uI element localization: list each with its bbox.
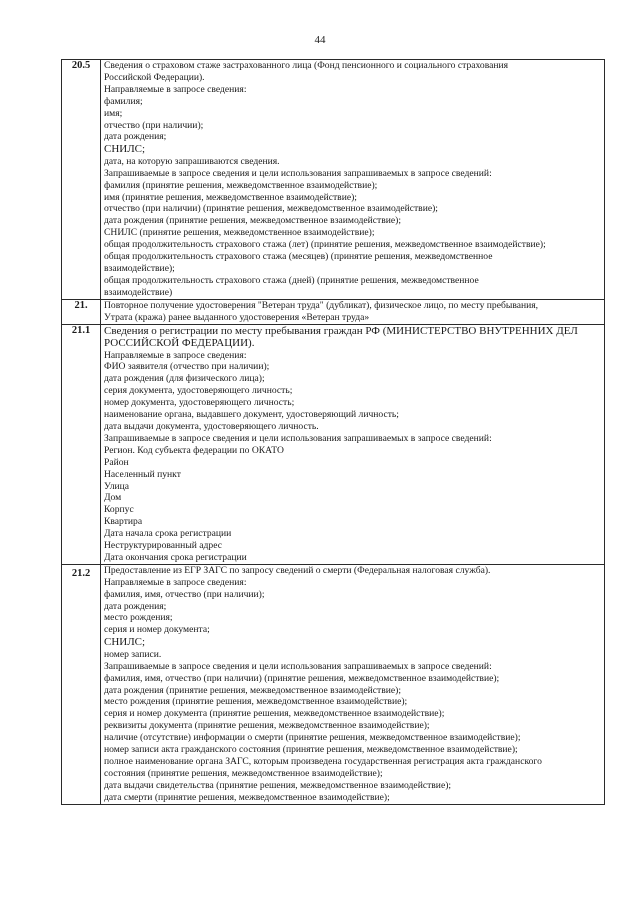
text-line: общая продолжительность страхового стажа (месяцев) (принятие решения, межведомственное <box>104 251 493 263</box>
text-line: дата выдачи свидетельства (принятие решения, межведомственное взаимодействие); <box>104 779 452 791</box>
text-line: СНИЛС (принятие решения, межведомственное взаимодействие); <box>104 227 375 239</box>
text-line: Направляемые в запросе сведения: <box>104 349 247 361</box>
row-number: 20.5 <box>62 60 101 300</box>
text-line: номер записи акта гражданского состояния (принятие решения, межведомственное взаимодействие); <box>104 744 518 756</box>
text-line: дата рождения; <box>104 600 167 612</box>
text-line: номер записи. <box>104 648 162 660</box>
text-line: дата рождения (принятие решения, межведомственное взаимодействие); <box>104 215 401 227</box>
text-line: реквизиты документа (принятие решения, межведомственное взаимодействие); <box>104 720 430 732</box>
table-row <box>62 324 605 564</box>
text-line: РОССИЙСКОЙ ФЕДЕРАЦИИ). <box>104 337 255 350</box>
text-line: место рождения; <box>104 612 173 624</box>
text-line: ФИО заявителя (отчество при наличии); <box>104 361 270 373</box>
text-line: номер документа, удостоверяющего личность; <box>104 397 295 409</box>
row-number: 21.1 <box>62 324 101 564</box>
text-line: Корпус <box>104 504 134 516</box>
text-line: место рождения (принятие решения, межведомственное взаимодействие); <box>104 696 408 708</box>
text-line: серия и номер документа (принятие решения, межведомственное взаимодействие); <box>104 708 445 720</box>
text-line: Дата окончания срока регистрации <box>104 551 247 563</box>
row-number: 21.2 <box>62 564 101 804</box>
text-line: Запрашиваемые в запросе сведения и цели использования запрашиваемых в запросе сведений: <box>104 167 492 179</box>
text-line: Регион. Код субъекта федерации по ОКАТО <box>104 444 284 456</box>
text-line: СНИЛС; <box>104 636 146 649</box>
text-line: состояния (принятие решения, межведомственное взаимодействие); <box>104 767 383 779</box>
text-line: имя (принятие решения, межведомственное взаимодействие); <box>104 191 357 203</box>
text-line: дата смерти (принятие решения, межведомственное взаимодействие); <box>104 791 390 803</box>
text-line: Сведения о страховом стаже застрахованного лица (Фонд пенсионного и социального страхования <box>104 60 509 71</box>
text-line: Район <box>104 456 129 468</box>
text-line: имя; <box>104 107 123 119</box>
text-line: наличие (отсутствие) информации о смерти (принятие решения, межведомственное взаимодействие); <box>104 732 521 744</box>
text-line: общая продолжительность страхового стажа (дней) (принятие решения, межведомственное <box>104 274 479 286</box>
page-number: 44 <box>314 34 326 46</box>
text-line: дата рождения (принятие решения, межведомственное взаимодействие); <box>104 684 401 696</box>
row-content <box>101 299 605 324</box>
text-line: дата рождения (для физического лица); <box>104 373 265 385</box>
table-row <box>62 60 605 300</box>
text-line: взаимодействие) <box>104 286 173 298</box>
row-content <box>101 60 605 300</box>
text-line: Направляемые в запросе сведения: <box>104 576 247 588</box>
text-line: дата, на которую запрашиваются сведения. <box>104 155 280 167</box>
table-row <box>62 299 605 324</box>
text-line: Запрашиваемые в запросе сведения и цели использования запрашиваемых в запросе сведений: <box>104 660 492 672</box>
text-line: Неструктурированный адрес <box>104 540 222 552</box>
text-line: серия документа, удостоверяющего личность; <box>104 385 293 397</box>
text-line: дата рождения; <box>104 131 167 143</box>
text-line: наименование органа, выдавшего документ, удостоверяющий личность; <box>104 409 399 421</box>
row-number: 21. <box>62 299 101 324</box>
text-line: Российской Федерации). <box>104 71 205 83</box>
text-line: дата выдачи документа, удостоверяющего личность. <box>104 420 319 432</box>
text-line: СНИЛС; <box>104 143 146 156</box>
text-line: полное наименование органа ЗАГС, которым произведена государственная регистрация акта гражданского <box>104 755 542 767</box>
text-line: фамилия (принятие решения, межведомственное взаимодействие); <box>104 179 378 191</box>
text-line: отчество (при наличии); <box>104 119 204 131</box>
text-line: Квартира <box>104 516 143 528</box>
row-content <box>101 324 605 564</box>
text-line: Повторное получение удостоверения "Ветеран труда" (дубликат), физическое лицо, по месту пребывания, <box>104 299 539 311</box>
text-line: Направляемые в запросе сведения: <box>104 83 247 95</box>
text-line: Утрата (кража) ранее выданного удостоверения «Ветеран труда» <box>104 311 370 323</box>
text-line: Улица <box>104 480 130 492</box>
document-table <box>61 59 605 805</box>
row-content <box>101 564 605 804</box>
text-line: взаимодействие); <box>104 263 175 274</box>
text-line: фамилия; <box>104 95 143 107</box>
text-line: отчество (при наличии) (принятие решения, межведомственное взаимодействие); <box>104 203 438 215</box>
text-line: Запрашиваемые в запросе сведения и цели использования запрашиваемых в запросе сведений: <box>104 432 492 444</box>
text-line: Дата начала срока регистрации <box>104 528 232 540</box>
text-line: серия и номер документа; <box>104 624 210 636</box>
text-line: фамилия, имя, отчество (при наличии) (принятие решения, межведомственное взаимодействие); <box>104 672 500 684</box>
table-row <box>62 564 605 804</box>
text-line: общая продолжительность страхового стажа (лет) (принятие решения, межведомственное взаимодействие); <box>104 239 546 251</box>
text-line: фамилия, имя, отчество (при наличии); <box>104 588 265 600</box>
text-line: Сведения о регистрации по месту пребывания граждан РФ (МИНИСТЕРСТВО ВНУТРЕННИХ ДЕЛ <box>104 324 578 337</box>
text-line: Предоставление из ЕГР ЗАГС по запросу сведений о смерти (Федеральная налоговая служба). <box>104 564 491 576</box>
text-line: Дом <box>104 492 122 504</box>
text-line: Населенный пункт <box>104 468 181 480</box>
